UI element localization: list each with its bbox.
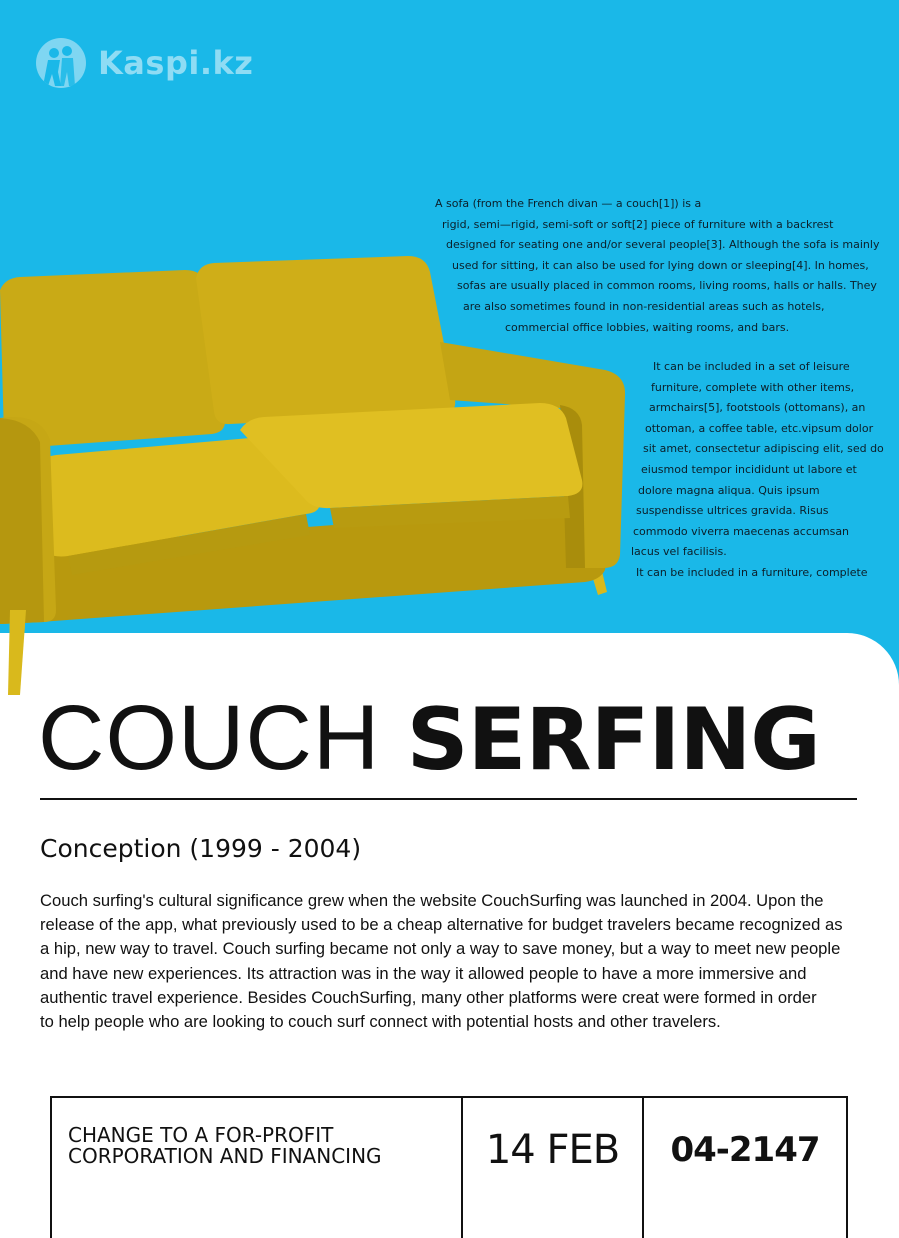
section-body: Couch surfing's cultural significance grew when the website CouchSurfing was launched in 2004. Upon the release of the app, what previously used to be a cheap alternative for budget travelers became recognized as a hip, new way to travel. Couch surfing became not only a way to save money, but a way to meet new people and have new experiences. Its attraction was in the way it allowed people to have a more immersive and authentic travel experience. Besides CouchSurfing, many other platforms were creat were formed in order to help people who are looking to couch surf connect with potential hosts and other travelers. [40,891,843,1032]
brand-name: Kaspi.kz [98,44,254,82]
info-code: 04-2147 [670,1130,820,1170]
section-subtitle: Conception (1999 - 2004) [40,834,362,863]
sofa-leg-image [0,610,30,700]
title-divider [40,798,857,800]
info-code-cell [644,1098,846,1238]
info-label-cell [52,1098,463,1238]
title-light: COUCH [38,687,381,789]
title-bold: SERFING [406,690,820,790]
sofa-description-1: A sofa (from the French divan — a couch[1]) is a rigid, semi—rigid, semi-soft or soft[2] piece of furniture with a backrest designed for seating one and/or several people[3]. Although the sofa is mainly used for sitting, it can also be used for lying down or sleeping[4]. In homes, sofas are usually placed in common rooms, living rooms, halls or halls. They are also sometimes found in non-residential areas such as hotels, commercial office lobbies, waiting rooms, and bars. [435,197,880,334]
sofa-description-2: It can be included in a set of leisure furniture, complete with other items, armchairs[5], footstools (ottomans), an ottoman, a coffee table, etc.vipsum dolor sit amet, consectetur adipiscing elit, sed do eiusmod tempor incididunt ut labore et dolore magna aliqua. Quis ipsum suspendisse ultrices gravida. Risus commodo viverra maecenas accumsan lacus vel facilisis. It can be included in a furniture, complete [631,360,884,579]
info-date-cell [463,1098,644,1238]
kaspi-logo-icon [36,38,86,88]
info-date: 14 FEB [485,1127,620,1173]
info-label: CHANGE TO A FOR-PROFIT CORPORATION AND FINANCING [68,1123,382,1168]
brand-logo[interactable] [36,38,253,88]
info-bar [50,1096,848,1238]
page-title [38,688,820,790]
